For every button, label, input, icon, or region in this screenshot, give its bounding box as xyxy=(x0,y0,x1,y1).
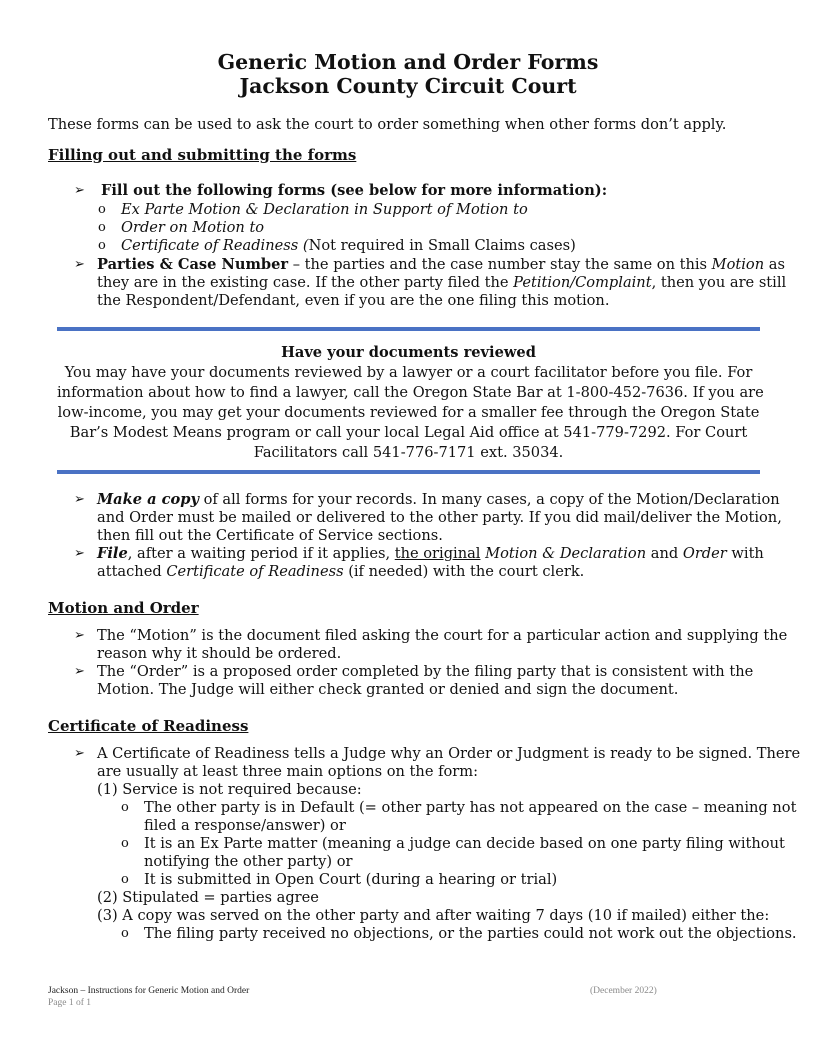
parties-line-2 xyxy=(97,274,786,292)
document-subtitle: Jackson County Circuit Court xyxy=(239,74,577,98)
review-text: Bar’s Modest Means program or call your local Legal Aid office at 541-779-7292. For Court xyxy=(69,424,748,441)
option-1-default: filed a response/answer) or xyxy=(144,817,346,834)
section-heading-certificate: Certificate of Readiness xyxy=(48,717,249,735)
certificate-text: A Certificate of Readiness tells a Judge why an Order or Judgment is ready to be signed. There xyxy=(97,745,801,762)
review-heading: Have your documents reviewed xyxy=(281,344,536,361)
form-item xyxy=(121,237,576,255)
make-copy-line-1 xyxy=(97,491,780,509)
text-run: they are in the existing case. If the other party filed the xyxy=(97,274,514,291)
sub-bullet-icon: o xyxy=(121,872,129,887)
form-item: Order on Motion to xyxy=(121,219,265,236)
text-run: the original xyxy=(394,545,481,562)
bullet-arrow-icon: ➢ xyxy=(74,492,85,507)
divider-rule xyxy=(57,327,760,331)
make-copy-bold: Make a copy xyxy=(97,491,199,508)
text-run: (if needed) with the court clerk. xyxy=(343,563,585,580)
fill-out-heading: Fill out the following forms (see below for more information): xyxy=(101,182,608,199)
text-run: Petition/Complaint xyxy=(513,274,652,291)
file-line-2 xyxy=(97,563,584,581)
order-text: Motion. The Judge will either check granted or denied and sign the document. xyxy=(97,681,679,698)
footer-page-number: Page 1 of 1 xyxy=(48,998,92,1008)
option-1-open-court: It is submitted in Open Court (during a hearing or trial) xyxy=(144,871,558,888)
footer-title: Jackson – Instructions for Generic Motion and Order xyxy=(48,986,250,996)
option-3: (3) A copy was served on the other party and after waiting 7 days (10 if mailed) either the: xyxy=(97,907,770,924)
make-copy-line-2: and Order must be mailed or delivered to the other party. If you did mail/deliver the Motion, xyxy=(97,509,782,526)
section-heading-motion-order: Motion and Order xyxy=(48,599,199,617)
text-run: Motion & Declaration xyxy=(485,545,647,562)
text-run: Motion xyxy=(711,256,765,273)
text-run: of all forms for your records. In many cases, a copy of the Motion/Declaration xyxy=(198,491,780,508)
review-text: Facilitators call 541-776-7171 ext. 35034. xyxy=(253,444,564,461)
footer-date: (December 2022) xyxy=(590,986,657,996)
document-title: Generic Motion and Order Forms xyxy=(217,50,599,74)
sub-bullet-icon: o xyxy=(98,202,106,217)
divider-rule xyxy=(57,470,760,474)
sub-bullet-icon: o xyxy=(121,836,129,851)
bullet-arrow-icon: ➢ xyxy=(74,664,85,679)
bullet-arrow-icon: ➢ xyxy=(74,257,85,272)
intro-text: These forms can be used to ask the court to order something when other forms don’t apply. xyxy=(48,116,727,133)
bullet-arrow-icon: ➢ xyxy=(74,628,85,643)
option-2: (2) Stipulated = parties agree xyxy=(97,889,319,906)
parties-line-3: the Respondent/Defendant, even if you are the one filing this motion. xyxy=(97,292,610,309)
text-run: Certificate of Readiness xyxy=(166,563,344,580)
review-text: information about how to find a lawyer, call the Oregon State Bar at 1-800-452-7636. If you are xyxy=(57,384,764,401)
text-run: – the parties and the case number stay the same on this xyxy=(288,256,712,273)
bullet-arrow-icon: ➢ xyxy=(74,183,85,198)
option-3-objections: The filing party received no objections, or the parties could not work out the objections. xyxy=(144,925,797,942)
section-heading-filling-out: Filling out and submitting the forms xyxy=(48,146,357,164)
text-run: and xyxy=(646,545,683,562)
certificate-text: are usually at least three main options on the form: xyxy=(97,763,479,780)
motion-text: The “Motion” is the document filed asking the court for a particular action and supplying the xyxy=(97,627,788,644)
form-item-note: Not required in Small Claims cases) xyxy=(308,237,576,254)
form-item: Ex Parte Motion & Declaration in Support of Motion to xyxy=(121,201,528,218)
file-line-1 xyxy=(97,545,764,563)
bullet-arrow-icon: ➢ xyxy=(74,546,85,561)
text-run: , then you are still xyxy=(651,274,787,291)
sub-bullet-icon: o xyxy=(121,926,129,941)
option-1: (1) Service is not required because: xyxy=(97,781,362,798)
make-copy-line-3: then fill out the Certificate of Service sections. xyxy=(97,527,443,544)
bullet-arrow-icon: ➢ xyxy=(74,746,85,761)
file-bold: File xyxy=(97,545,128,562)
text-run: , after a waiting period if it applies, xyxy=(127,545,395,562)
review-text: low-income, you may get your documents reviewed for a smaller fee through the Oregon State xyxy=(57,404,760,421)
sub-bullet-icon: o xyxy=(98,220,106,235)
parties-line-1 xyxy=(97,256,785,274)
option-1-ex-parte: notifying the other party) or xyxy=(144,853,353,870)
sub-bullet-icon: o xyxy=(98,238,106,253)
form-item-italic: Certificate of Readiness ( xyxy=(121,237,309,254)
option-1-default: The other party is in Default (= other party has not appeared on the case – meaning not xyxy=(144,799,797,816)
text-run: with xyxy=(726,545,764,562)
parties-bold: Parties & Case Number xyxy=(97,256,289,273)
motion-text: reason why it should be ordered. xyxy=(97,645,342,662)
order-text: The “Order” is a proposed order completed by the filing party that is consistent with the xyxy=(97,663,754,680)
text-run: attached xyxy=(97,563,167,580)
text-run: as xyxy=(764,256,785,273)
review-text: You may have your documents reviewed by a lawyer or a court facilitator before you file. For xyxy=(64,364,753,381)
sub-bullet-icon: o xyxy=(121,800,129,815)
text-run: Order xyxy=(682,545,727,562)
option-1-ex-parte: It is an Ex Parte matter (meaning a judge can decide based on one party filing without xyxy=(144,835,785,852)
